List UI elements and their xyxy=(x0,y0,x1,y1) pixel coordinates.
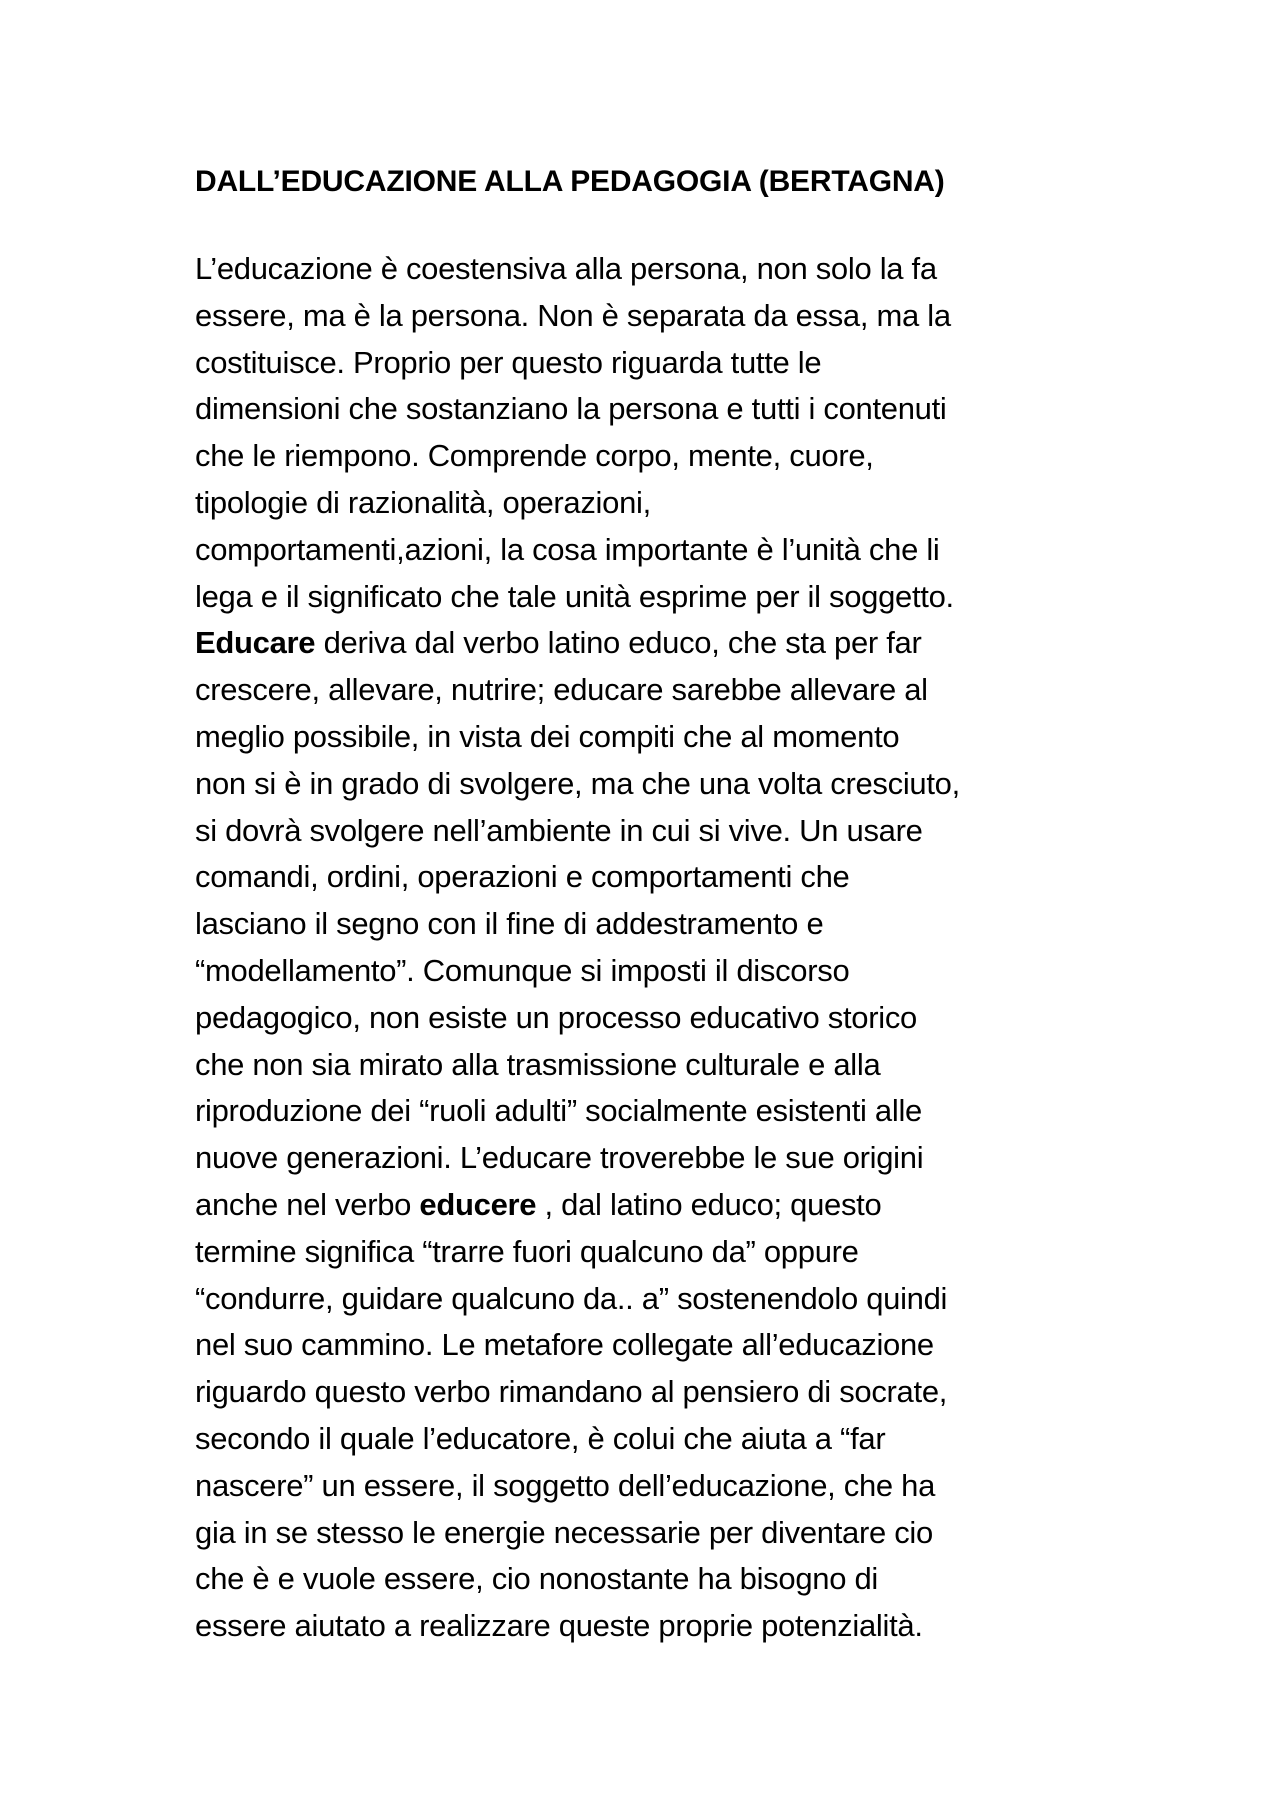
text-line xyxy=(195,386,1095,433)
text-line xyxy=(195,1603,1095,1650)
text-segment: essere, ma è la persona. Non è separata da essa, ma la xyxy=(195,297,951,333)
text-line xyxy=(195,620,1095,667)
text-line xyxy=(195,1416,1095,1463)
text-segment: nel suo cammino. Le metafore collegate all’educazione xyxy=(195,1327,934,1363)
text-segment: L’educazione è coestensiva alla persona, non solo la fa xyxy=(195,251,937,286)
text-segment: meglio possibile, in vista dei compiti che al momento xyxy=(195,718,900,754)
text-segment: riguardo questo verbo rimandano al pensiero di socrate, xyxy=(195,1374,948,1410)
text-line xyxy=(195,246,1095,293)
text-segment: pedagogico, non esiste un processo educativo storico xyxy=(195,999,917,1035)
text-line xyxy=(195,1276,1095,1323)
document-body xyxy=(195,246,1095,1650)
text-line xyxy=(195,854,1095,901)
bold-term: Educare xyxy=(195,625,316,661)
text-segment: nuove generazioni. L’educare troverebbe le sue origini xyxy=(195,1140,924,1176)
text-segment: costituisce. Proprio per questo riguarda tutte le xyxy=(195,344,822,380)
text-line xyxy=(195,1510,1095,1557)
text-line xyxy=(195,1135,1095,1182)
text-segment: lega e il significato che tale unità esprime per il soggetto. xyxy=(195,578,954,614)
text-segment: comandi, ordini, operazioni e comportamenti che xyxy=(195,859,850,895)
text-line xyxy=(195,574,1095,621)
text-segment: tipologie di razionalità, operazioni, xyxy=(195,484,651,520)
text-segment: lasciano il segno con il fine di addestramento e xyxy=(195,906,824,942)
text-line xyxy=(195,1182,1095,1229)
text-line xyxy=(195,808,1095,855)
bold-term: educere xyxy=(419,1186,537,1222)
document-title: DALL’EDUCAZIONE ALLA PEDAGOGIA (BERTAGNA) xyxy=(195,165,945,198)
text-line xyxy=(195,433,1095,480)
text-line xyxy=(195,714,1095,761)
text-line xyxy=(195,293,1095,340)
text-segment: anche nel verbo xyxy=(195,1186,420,1222)
text-line xyxy=(195,1229,1095,1276)
text-line xyxy=(195,480,1095,527)
text-line xyxy=(195,1042,1095,1089)
text-line xyxy=(195,667,1095,714)
text-line xyxy=(195,995,1095,1042)
text-segment: nascere” un essere, il soggetto dell’educazione, che ha xyxy=(195,1467,936,1503)
text-line xyxy=(195,948,1095,995)
text-line xyxy=(195,1463,1095,1510)
text-line xyxy=(195,527,1095,574)
text-segment: che non sia mirato alla trasmissione culturale e alla xyxy=(195,1046,881,1082)
text-line xyxy=(195,901,1095,948)
text-segment: che le riempono. Comprende corpo, mente, cuore, xyxy=(195,438,874,474)
text-line xyxy=(195,340,1095,387)
text-segment: essere aiutato a realizzare queste proprie potenzialità. xyxy=(195,1608,923,1644)
text-segment: crescere, allevare, nutrire; educare sarebbe allevare al xyxy=(195,672,928,708)
text-segment: secondo il quale l’educatore, è colui che aiuta a “far xyxy=(195,1420,886,1456)
text-line xyxy=(195,1556,1095,1603)
text-segment: riproduzione dei “ruoli adulti” socialmente esistenti alle xyxy=(195,1093,922,1129)
text-segment: “condurre, guidare qualcuno da.. a” sostenendolo quindi xyxy=(195,1280,948,1316)
text-line xyxy=(195,1322,1095,1369)
text-line xyxy=(195,761,1095,808)
text-segment: si dovrà svolgere nell’ambiente in cui si vive. Un usare xyxy=(195,812,923,848)
text-segment: termine significa “trarre fuori qualcuno da” oppure xyxy=(195,1233,859,1269)
text-segment: deriva dal verbo latino educo, che sta per far xyxy=(315,625,922,661)
document-page xyxy=(195,162,1095,1650)
text-segment: gia in se stesso le energie necessarie per diventare cio xyxy=(195,1514,933,1550)
text-segment: “modellamento”. Comunque si imposti il discorso xyxy=(195,952,850,988)
text-line xyxy=(195,1369,1095,1416)
text-segment: dimensioni che sostanziano la persona e tutti i contenuti xyxy=(195,391,947,427)
text-segment: , dal latino educo; questo xyxy=(536,1186,882,1222)
text-segment: non si è in grado di svolgere, ma che una volta cresciuto, xyxy=(195,765,960,801)
text-segment: che è e vuole essere, cio nonostante ha bisogno di xyxy=(195,1561,878,1597)
text-segment: comportamenti,azioni, la cosa importante è l’unità che li xyxy=(195,531,940,567)
text-line xyxy=(195,1088,1095,1135)
